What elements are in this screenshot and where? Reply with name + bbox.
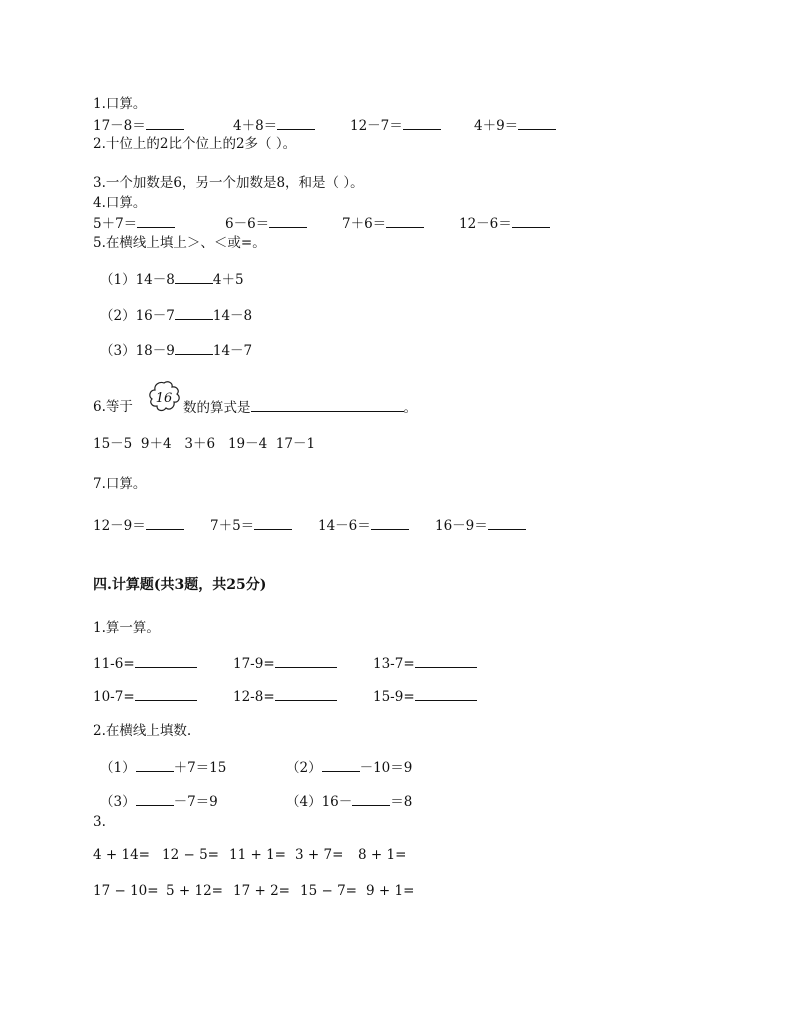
- answer-blank[interactable]: [275, 688, 337, 701]
- p3-item: 8 + 1=: [358, 847, 407, 863]
- q6-answer: 数的算式是 。: [183, 400, 417, 416]
- q5-item: （3）18－9 14－7: [100, 343, 253, 359]
- answer-blank[interactable]: [135, 688, 197, 701]
- p3-item: 17 − 10=: [93, 883, 159, 899]
- q1-item: 4＋9＝: [474, 117, 556, 134]
- flower-icon: [147, 380, 181, 414]
- answer-blank[interactable]: [136, 759, 174, 772]
- answer-blank[interactable]: [146, 117, 184, 130]
- p3-item: 17 + 2=: [233, 883, 290, 899]
- answer-blank[interactable]: [251, 399, 404, 412]
- p1-item: 15-9=: [373, 688, 477, 705]
- p3-item: 15 − 7=: [300, 883, 357, 899]
- q4-item: 12－6＝: [459, 215, 550, 232]
- answer-blank[interactable]: [415, 655, 477, 668]
- q6-options: 15－5 9＋4 3＋6 19－4 17－1: [93, 436, 316, 452]
- q7-item: 12－9＝: [93, 517, 184, 534]
- answer-blank[interactable]: [136, 793, 174, 806]
- q7-item: 16－9＝: [435, 517, 526, 534]
- section-heading: 四.计算题(共3题，共25分): [93, 577, 267, 593]
- answer-blank[interactable]: [135, 655, 197, 668]
- answer-blank[interactable]: [175, 307, 213, 320]
- p3-item: 12 − 5=: [162, 847, 219, 863]
- answer-blank[interactable]: [322, 759, 360, 772]
- q4-item: 6－6＝: [225, 215, 307, 232]
- p3-title: 3.: [93, 814, 106, 830]
- answer-blank[interactable]: [269, 215, 307, 228]
- p1-item: 11-6=: [93, 655, 197, 672]
- p3-item: 9 + 1=: [366, 883, 415, 899]
- p2-item: （4）16－ ＝8: [286, 794, 413, 810]
- q4-title: 4.口算。: [93, 195, 147, 211]
- p3-item: 4 + 14=: [93, 847, 150, 863]
- q7-item: 7＋5＝: [210, 517, 292, 534]
- q1-item: 17－8＝: [93, 117, 184, 134]
- p3-item: 5 + 12=: [166, 883, 223, 899]
- flower-number: 16: [155, 391, 173, 406]
- answer-blank[interactable]: [371, 517, 409, 530]
- q6-prefix: 6.等于: [93, 399, 133, 415]
- p3-item: 11 + 1=: [229, 847, 286, 863]
- q4-item: 7＋6＝: [342, 215, 424, 232]
- p1-item: 12-8=: [233, 688, 337, 705]
- q5-title: 5.在横线上填上＞、＜或=。: [93, 235, 266, 251]
- p1-item: 13-7=: [373, 655, 477, 672]
- q1-item: 4＋8＝: [233, 117, 315, 134]
- answer-blank[interactable]: [415, 688, 477, 701]
- answer-blank[interactable]: [488, 517, 526, 530]
- q7-title: 7.口算。: [93, 476, 147, 492]
- p1-title: 1.算一算。: [93, 620, 160, 636]
- answer-blank[interactable]: [146, 517, 184, 530]
- q5-item: （1）14－8 4＋5: [100, 272, 244, 288]
- answer-blank[interactable]: [137, 215, 175, 228]
- p2-item: （3） －7＝9: [100, 794, 218, 810]
- answer-blank[interactable]: [518, 117, 556, 130]
- p3-item: 3 + 7=: [295, 847, 344, 863]
- q1-item: 12－7＝: [350, 117, 441, 134]
- p2-item: （1） ＋7＝15: [100, 760, 227, 776]
- q7-item: 14－6＝: [318, 517, 409, 534]
- q3-text: 3.一个加数是6，另一个加数是8，和是（ ）。: [93, 175, 364, 191]
- answer-blank[interactable]: [386, 215, 424, 228]
- answer-blank[interactable]: [512, 215, 550, 228]
- q5-item: （2）16－7 14－8: [100, 308, 253, 324]
- answer-blank[interactable]: [352, 793, 390, 806]
- p2-title: 2.在横线上填数.: [93, 723, 192, 739]
- q1-title: 1.口算。: [93, 96, 147, 112]
- answer-blank[interactable]: [175, 271, 213, 284]
- answer-blank[interactable]: [403, 117, 441, 130]
- p1-item: 17-9=: [233, 655, 337, 672]
- answer-blank[interactable]: [275, 655, 337, 668]
- answer-blank[interactable]: [277, 117, 315, 130]
- p2-item: （2） －10＝9: [286, 760, 413, 776]
- q4-item: 5＋7＝: [93, 215, 175, 232]
- answer-blank[interactable]: [254, 517, 292, 530]
- p1-item: 10-7=: [93, 688, 197, 705]
- q2-text: 2.十位上的2比个位上的2多（ ）。: [93, 136, 297, 152]
- answer-blank[interactable]: [175, 342, 213, 355]
